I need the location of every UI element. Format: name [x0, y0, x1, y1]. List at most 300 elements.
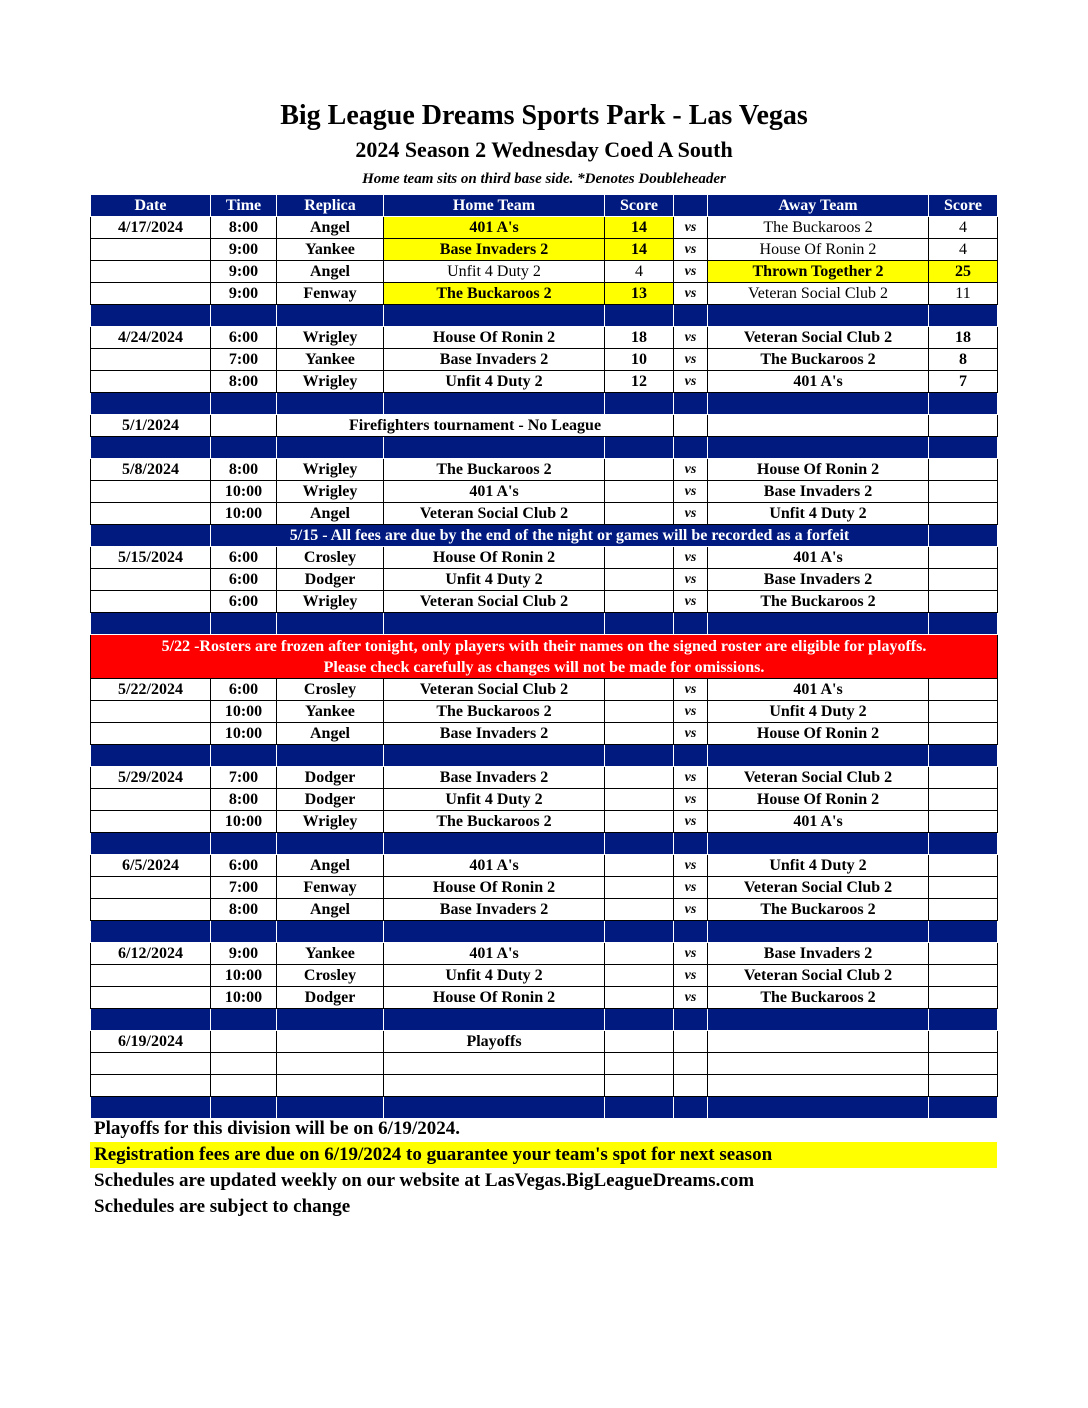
separator-row — [91, 437, 998, 459]
away-team-cell: Veteran Social Club 2 — [708, 877, 929, 899]
vs-cell — [674, 1031, 708, 1053]
home-score-cell — [605, 459, 674, 481]
home-score-cell — [605, 943, 674, 965]
date-cell — [91, 789, 211, 811]
separator-cell — [91, 393, 211, 415]
home-team-cell: House Of Ronin 2 — [384, 547, 605, 569]
field-cell: Angel — [277, 261, 384, 283]
separator-cell — [929, 305, 998, 327]
separator-cell — [91, 613, 211, 635]
vs-cell: vs — [674, 987, 708, 1009]
separator-cell — [277, 437, 384, 459]
time-cell: 9:00 — [211, 283, 277, 305]
separator-cell — [384, 745, 605, 767]
separator-cell — [605, 745, 674, 767]
separator-cell — [605, 393, 674, 415]
table-row — [91, 459, 998, 481]
away-score-cell — [929, 591, 998, 613]
home-score-cell — [605, 481, 674, 503]
column-header: Replica — [277, 195, 384, 217]
date-cell — [91, 503, 211, 525]
separator-cell — [605, 305, 674, 327]
separator-cell — [384, 305, 605, 327]
roster-alert — [91, 635, 998, 679]
away-score-cell — [929, 1031, 998, 1053]
separator-cell — [211, 613, 277, 635]
away-score-cell: 4 — [929, 217, 998, 239]
vs-cell: vs — [674, 283, 708, 305]
home-score-cell — [605, 965, 674, 987]
separator-cell — [211, 833, 277, 855]
field-cell: Wrigley — [277, 371, 384, 393]
table-row — [91, 767, 998, 789]
separator-cell — [674, 305, 708, 327]
time-cell — [211, 1053, 277, 1075]
field-cell: Dodger — [277, 789, 384, 811]
date-cell — [91, 591, 211, 613]
vs-cell: vs — [674, 723, 708, 745]
separator-cell — [211, 921, 277, 943]
away-team-cell: House Of Ronin 2 — [708, 459, 929, 481]
separator-row — [91, 745, 998, 767]
vs-cell: vs — [674, 855, 708, 877]
table-row — [91, 877, 998, 899]
table-row — [91, 239, 998, 261]
away-team-cell: The Buckaroos 2 — [708, 899, 929, 921]
field-cell: Wrigley — [277, 481, 384, 503]
vs-cell: vs — [674, 767, 708, 789]
home-team-cell: The Buckaroos 2 — [384, 701, 605, 723]
table-row — [91, 1031, 998, 1053]
away-score-cell — [929, 855, 998, 877]
separator-cell — [605, 613, 674, 635]
table-row — [91, 503, 998, 525]
separator-cell — [708, 393, 929, 415]
table-row — [91, 1075, 998, 1097]
vs-cell — [674, 1053, 708, 1075]
separator-cell — [91, 921, 211, 943]
home-team-cell: The Buckaroos 2 — [384, 459, 605, 481]
away-score-cell — [929, 899, 998, 921]
time-cell: 6:00 — [211, 855, 277, 877]
time-cell: 8:00 — [211, 789, 277, 811]
separator-cell — [384, 1009, 605, 1031]
date-cell: 5/1/2024 — [91, 415, 211, 437]
field-cell: Fenway — [277, 283, 384, 305]
time-cell: 8:00 — [211, 899, 277, 921]
separator-cell — [929, 745, 998, 767]
away-team-cell — [708, 415, 929, 437]
event-note: Firefighters tournament - No League — [277, 415, 674, 437]
vs-cell: vs — [674, 899, 708, 921]
vs-cell: vs — [674, 569, 708, 591]
page-title: Big League Dreams Sports Park - Las Vegas — [280, 100, 808, 131]
separator-cell — [605, 437, 674, 459]
separator-cell — [384, 393, 605, 415]
date-cell — [91, 987, 211, 1009]
away-team-cell: 401 A's — [708, 547, 929, 569]
date-cell — [91, 1075, 211, 1097]
date-cell — [91, 877, 211, 899]
home-team-cell: 401 A's — [384, 481, 605, 503]
separator-cell — [384, 437, 605, 459]
away-team-cell: Unfit 4 Duty 2 — [708, 503, 929, 525]
time-cell: 6:00 — [211, 591, 277, 613]
away-team-cell: Veteran Social Club 2 — [708, 327, 929, 349]
away-score-cell: 11 — [929, 283, 998, 305]
vs-cell: vs — [674, 459, 708, 481]
date-cell: 4/24/2024 — [91, 327, 211, 349]
time-cell: 10:00 — [211, 723, 277, 745]
separator-cell — [674, 1009, 708, 1031]
home-team-cell: Veteran Social Club 2 — [384, 591, 605, 613]
field-cell: Angel — [277, 723, 384, 745]
date-cell: 5/8/2024 — [91, 459, 211, 481]
time-cell — [211, 1075, 277, 1097]
separator-cell — [211, 1009, 277, 1031]
home-team-cell: 401 A's — [384, 943, 605, 965]
away-team-cell: Veteran Social Club 2 — [708, 283, 929, 305]
time-cell: 7:00 — [211, 877, 277, 899]
away-team-cell: The Buckaroos 2 — [708, 987, 929, 1009]
away-team-cell: Unfit 4 Duty 2 — [708, 855, 929, 877]
separator-row — [91, 393, 998, 415]
playoffs-note: Playoffs for this division will be on 6/19/2024. — [94, 1118, 460, 1139]
home-team-cell — [384, 1075, 605, 1097]
change-note: Schedules are subject to change — [94, 1196, 351, 1217]
separator-cell — [211, 437, 277, 459]
table-row — [91, 943, 998, 965]
home-score-cell — [605, 1031, 674, 1053]
date-cell — [91, 1053, 211, 1075]
home-score-cell — [605, 811, 674, 833]
column-header: Date — [91, 195, 211, 217]
separator-cell — [277, 613, 384, 635]
table-row — [91, 283, 998, 305]
vs-cell: vs — [674, 217, 708, 239]
vs-cell: vs — [674, 503, 708, 525]
away-team-cell: Base Invaders 2 — [708, 569, 929, 591]
date-cell — [91, 239, 211, 261]
time-cell: 6:00 — [211, 569, 277, 591]
field-cell: Yankee — [277, 349, 384, 371]
separator-row — [91, 613, 998, 635]
away-team-cell — [708, 1031, 929, 1053]
home-team-cell: Unfit 4 Duty 2 — [384, 965, 605, 987]
field-cell: Wrigley — [277, 327, 384, 349]
time-cell: 10:00 — [211, 987, 277, 1009]
separator-cell — [384, 613, 605, 635]
home-team-cell: Veteran Social Club 2 — [384, 503, 605, 525]
vs-cell: vs — [674, 261, 708, 283]
table-row — [91, 723, 998, 745]
away-score-cell — [929, 547, 998, 569]
table-row — [91, 261, 998, 283]
date-cell: 5/29/2024 — [91, 767, 211, 789]
date-cell: 5/15/2024 — [91, 547, 211, 569]
away-team-cell: 401 A's — [708, 811, 929, 833]
home-score-cell — [605, 679, 674, 701]
vs-cell: vs — [674, 481, 708, 503]
away-score-cell: 8 — [929, 349, 998, 371]
vs-cell: vs — [674, 327, 708, 349]
table-row — [91, 1053, 998, 1075]
field-cell: Yankee — [277, 239, 384, 261]
home-score-cell — [605, 899, 674, 921]
away-team-cell: Unfit 4 Duty 2 — [708, 701, 929, 723]
home-score-cell — [605, 987, 674, 1009]
vs-cell — [674, 1075, 708, 1097]
page-subtitle: 2024 Season 2 Wednesday Coed A South — [355, 137, 733, 162]
date-cell — [91, 349, 211, 371]
away-score-cell — [929, 459, 998, 481]
table-row — [91, 701, 998, 723]
home-score-cell — [605, 767, 674, 789]
date-cell: 5/22/2024 — [91, 679, 211, 701]
schedule-note: Home team sits on third base side. *Denotes Doubleheader — [362, 171, 726, 187]
registration-note: Registration fees are due on 6/19/2024 to guarantee your team's spot for next season — [90, 1142, 997, 1168]
time-cell: 8:00 — [211, 371, 277, 393]
separator-cell — [708, 613, 929, 635]
time-cell: 10:00 — [211, 965, 277, 987]
away-team-cell — [708, 1075, 929, 1097]
table-row — [91, 591, 998, 613]
time-cell — [211, 1031, 277, 1053]
away-score-cell — [929, 877, 998, 899]
away-team-cell: House Of Ronin 2 — [708, 239, 929, 261]
separator-cell — [605, 921, 674, 943]
separator-cell — [708, 1009, 929, 1031]
away-score-cell — [929, 943, 998, 965]
home-team-cell: Base Invaders 2 — [384, 899, 605, 921]
home-score-cell — [605, 547, 674, 569]
away-score-cell — [929, 1075, 998, 1097]
table-row — [91, 547, 998, 569]
field-cell — [277, 1053, 384, 1075]
away-team-cell: House Of Ronin 2 — [708, 789, 929, 811]
home-score-cell — [605, 503, 674, 525]
separator-cell — [277, 921, 384, 943]
separator-cell — [708, 921, 929, 943]
column-header: Home Team — [384, 195, 605, 217]
table-header-row — [91, 195, 998, 217]
away-score-cell — [929, 723, 998, 745]
table-row — [91, 855, 998, 877]
vs-cell: vs — [674, 877, 708, 899]
date-cell — [91, 723, 211, 745]
separator-cell — [708, 745, 929, 767]
home-team-cell: Veteran Social Club 2 — [384, 679, 605, 701]
separator-cell — [277, 745, 384, 767]
notice-cell — [91, 525, 211, 547]
separator-cell — [277, 393, 384, 415]
away-team-cell: Base Invaders 2 — [708, 481, 929, 503]
table-row — [91, 965, 998, 987]
separator-cell — [91, 1009, 211, 1031]
time-cell: 8:00 — [211, 459, 277, 481]
field-cell: Yankee — [277, 701, 384, 723]
home-score-cell: 10 — [605, 349, 674, 371]
away-team-cell: Veteran Social Club 2 — [708, 767, 929, 789]
vs-cell: vs — [674, 591, 708, 613]
away-team-cell: 401 A's — [708, 679, 929, 701]
field-cell: Fenway — [277, 877, 384, 899]
roster-alert-row — [91, 635, 998, 679]
table-row — [91, 987, 998, 1009]
table-row — [91, 899, 998, 921]
home-score-cell: 13 — [605, 283, 674, 305]
date-cell — [91, 261, 211, 283]
table-row — [91, 415, 998, 437]
home-score-cell: 12 — [605, 371, 674, 393]
separator-cell — [211, 393, 277, 415]
away-score-cell — [929, 701, 998, 723]
home-team-cell: Unfit 4 Duty 2 — [384, 789, 605, 811]
time-cell: 9:00 — [211, 261, 277, 283]
away-score-cell — [929, 965, 998, 987]
separator-row — [91, 921, 998, 943]
home-team-cell: Unfit 4 Duty 2 — [384, 569, 605, 591]
separator-cell — [929, 1009, 998, 1031]
separator-row — [91, 1009, 998, 1031]
away-team-cell: House Of Ronin 2 — [708, 723, 929, 745]
separator-cell — [929, 613, 998, 635]
table-row — [91, 789, 998, 811]
home-score-cell — [605, 569, 674, 591]
separator-cell — [674, 921, 708, 943]
away-score-cell — [929, 789, 998, 811]
field-cell: Dodger — [277, 987, 384, 1009]
away-score-cell: 7 — [929, 371, 998, 393]
table-row — [91, 349, 998, 371]
home-score-cell — [605, 855, 674, 877]
home-score-cell — [605, 591, 674, 613]
website-note: Schedules are updated weekly on our website at LasVegas.BigLeagueDreams.com — [94, 1170, 755, 1191]
separator-cell — [674, 437, 708, 459]
date-cell — [91, 371, 211, 393]
field-cell: Angel — [277, 899, 384, 921]
roster-alert-line: 5/22 -Rosters are frozen after tonight, only players with their names on the signed roster are eligible for playoffs. — [161, 637, 927, 655]
date-cell — [91, 569, 211, 591]
date-cell: 6/5/2024 — [91, 855, 211, 877]
home-team-cell: The Buckaroos 2 — [384, 283, 605, 305]
home-score-cell — [605, 789, 674, 811]
table-row — [91, 569, 998, 591]
home-team-cell: House Of Ronin 2 — [384, 327, 605, 349]
time-cell: 10:00 — [211, 811, 277, 833]
separator-cell — [384, 921, 605, 943]
home-team-cell: House Of Ronin 2 — [384, 877, 605, 899]
date-cell — [91, 811, 211, 833]
home-team-cell: 401 A's — [384, 217, 605, 239]
separator-cell — [708, 833, 929, 855]
away-score-cell — [929, 503, 998, 525]
vs-cell: vs — [674, 239, 708, 261]
home-score-cell: 14 — [605, 217, 674, 239]
separator-cell — [674, 745, 708, 767]
date-cell — [91, 481, 211, 503]
field-cell — [277, 1075, 384, 1097]
separator-cell — [211, 305, 277, 327]
separator-cell — [91, 437, 211, 459]
field-cell: Yankee — [277, 943, 384, 965]
separator-cell — [91, 833, 211, 855]
separator-cell — [91, 305, 211, 327]
field-cell: Angel — [277, 503, 384, 525]
field-cell: Crosley — [277, 547, 384, 569]
time-cell — [211, 415, 277, 437]
table-row — [91, 327, 998, 349]
field-cell: Crosley — [277, 679, 384, 701]
separator-cell — [91, 745, 211, 767]
vs-cell: vs — [674, 679, 708, 701]
away-team-cell: 401 A's — [708, 371, 929, 393]
away-score-cell — [929, 415, 998, 437]
field-cell: Angel — [277, 217, 384, 239]
away-team-cell: Base Invaders 2 — [708, 943, 929, 965]
away-score-cell — [929, 987, 998, 1009]
away-team-cell: Thrown Together 2 — [708, 261, 929, 283]
time-cell: 6:00 — [211, 327, 277, 349]
column-header — [674, 195, 708, 217]
notice-text: 5/15 - All fees are due by the end of the night or games will be recorded as a forfeit — [211, 525, 929, 547]
away-team-cell: Veteran Social Club 2 — [708, 965, 929, 987]
separator-cell — [929, 437, 998, 459]
time-cell: 7:00 — [211, 767, 277, 789]
away-score-cell — [929, 767, 998, 789]
separator-cell — [674, 393, 708, 415]
separator-cell — [674, 833, 708, 855]
time-cell: 10:00 — [211, 481, 277, 503]
vs-cell: vs — [674, 701, 708, 723]
separator-cell — [605, 1009, 674, 1031]
separator-cell — [605, 833, 674, 855]
table-row — [91, 371, 998, 393]
vs-cell: vs — [674, 547, 708, 569]
separator-cell — [708, 305, 929, 327]
home-team-cell: Base Invaders 2 — [384, 239, 605, 261]
home-team-cell: Base Invaders 2 — [384, 349, 605, 371]
away-score-cell — [929, 679, 998, 701]
away-score-cell — [929, 569, 998, 591]
date-cell — [91, 899, 211, 921]
separator-cell — [929, 393, 998, 415]
separator-cell — [277, 1009, 384, 1031]
separator-row — [91, 305, 998, 327]
home-team-cell: House Of Ronin 2 — [384, 987, 605, 1009]
away-team-cell: The Buckaroos 2 — [708, 217, 929, 239]
date-cell: 6/19/2024 — [91, 1031, 211, 1053]
away-team-cell — [708, 1053, 929, 1075]
time-cell: 10:00 — [211, 701, 277, 723]
schedule-table — [90, 194, 998, 1119]
table-row — [91, 481, 998, 503]
time-cell: 9:00 — [211, 239, 277, 261]
time-cell: 8:00 — [211, 217, 277, 239]
away-team-cell: The Buckaroos 2 — [708, 349, 929, 371]
vs-cell: vs — [674, 789, 708, 811]
separator-row — [91, 833, 998, 855]
field-cell: Dodger — [277, 767, 384, 789]
away-score-cell — [929, 481, 998, 503]
field-cell: Wrigley — [277, 811, 384, 833]
field-cell: Crosley — [277, 965, 384, 987]
separator-cell — [277, 305, 384, 327]
away-score-cell: 25 — [929, 261, 998, 283]
vs-cell: vs — [674, 811, 708, 833]
column-header: Time — [211, 195, 277, 217]
home-score-cell — [605, 1075, 674, 1097]
